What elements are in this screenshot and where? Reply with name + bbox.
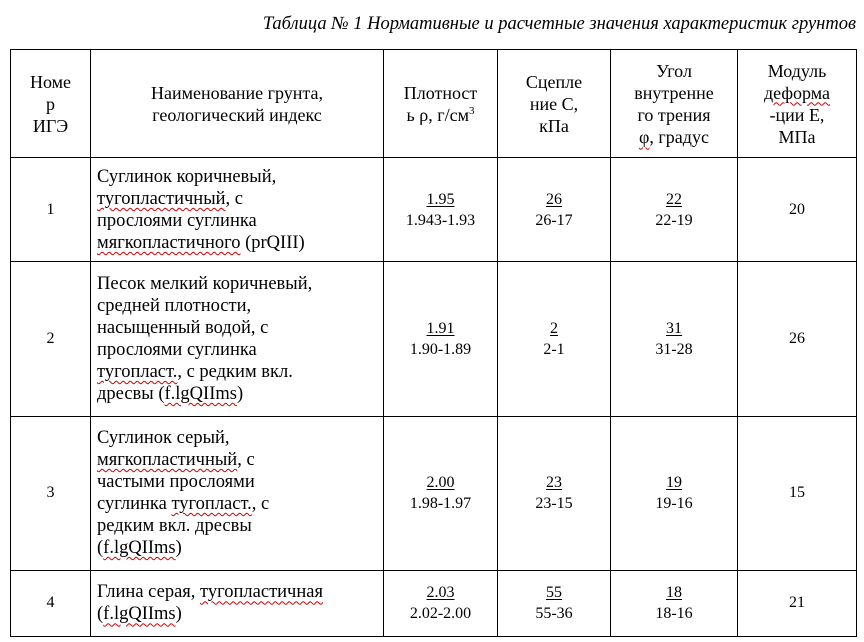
header-deformation-modulus: Модуль деформа -ции Е, МПа: [738, 50, 857, 158]
header-row: [11, 50, 857, 158]
modulus-cell: 26: [738, 262, 857, 416]
header-friction-angle: Угол внутренне го трения φ, градус: [611, 50, 738, 158]
table-row: [11, 570, 857, 636]
modulus-cell: 15: [738, 416, 857, 570]
soil-name: Глина серая, тугопластичная (f.lgQIIms): [91, 570, 384, 636]
modulus-cell: 21: [738, 570, 857, 636]
ige-number: 2: [11, 262, 91, 416]
header-ige-number: Номе р ИГЭ: [11, 50, 91, 158]
density-cell: 2.03 2.02-2.00: [384, 570, 498, 636]
density-cell: 1.91 1.90-1.89: [384, 262, 498, 416]
modulus-cell: 20: [738, 158, 857, 262]
soil-name: Суглинок серый, мягкопластичный, с частыми прослоями суглинка тугопласт., с редким вкл. дресвы (f.lgQIIms): [91, 416, 384, 570]
table-row: [11, 158, 857, 262]
table-caption: Таблица № 1 Нормативные и расчетные значения характеристик грунтов: [262, 14, 856, 34]
ige-number: 4: [11, 570, 91, 636]
friction-angle-cell: 31 31-28: [611, 262, 738, 416]
header-cohesion: Сцепле ние С, кПа: [498, 50, 611, 158]
ige-number: 3: [11, 416, 91, 570]
header-density: Плотност ь ρ, $г/см^3$: [384, 50, 498, 158]
cohesion-cell: 55 55-36: [498, 570, 611, 636]
soil-name: Суглинок коричневый, тугопластичный, с прослоями суглинка мягкопластичного (prQIII): [91, 158, 384, 262]
density-cell: 2.00 1.98-1.97: [384, 416, 498, 570]
table-row: [11, 262, 857, 416]
cohesion-cell: 23 23-15: [498, 416, 611, 570]
header-soil-name: Наименование грунта, геологический индекс: [91, 50, 384, 158]
cohesion-cell: 26 26-17: [498, 158, 611, 262]
friction-angle-cell: 19 19-16: [611, 416, 738, 570]
ige-number: 1: [11, 158, 91, 262]
soil-name: Песок мелкий коричневый, средней плотности, насыщенный водой, с прослоями суглинка тугопласт., с редким вкл. дресвы (f.lgQIIms): [91, 262, 384, 416]
soil-characteristics-table: [10, 49, 857, 637]
density-cell: 1.95 1.943-1.93: [384, 158, 498, 262]
cohesion-cell: 2 2-1: [498, 262, 611, 416]
friction-angle-cell: 18 18-16: [611, 570, 738, 636]
table-row: [11, 416, 857, 570]
friction-angle-cell: 22 22-19: [611, 158, 738, 262]
